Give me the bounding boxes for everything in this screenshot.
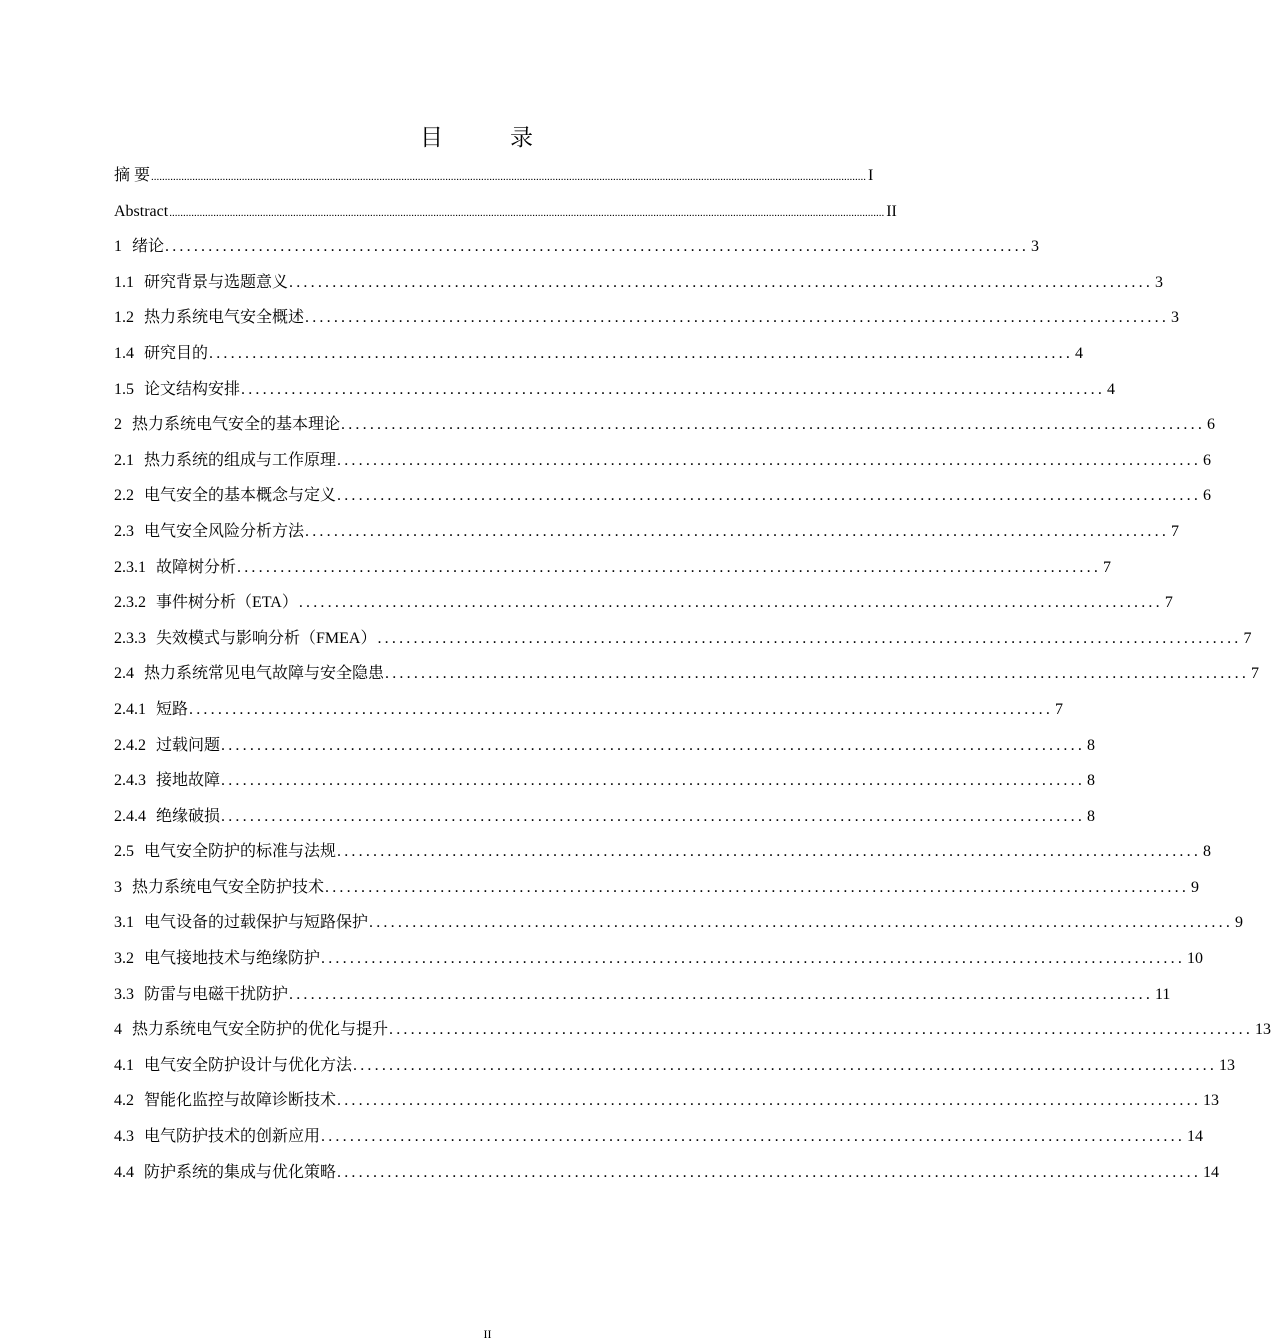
- toc-entry-label: 电气设备的过载保护与短路保护: [144, 914, 369, 932]
- toc-dot-leader: ........................................................................................................................: [337, 1163, 1202, 1181]
- toc-entry-page: 6: [1203, 451, 1212, 469]
- toc-entry[interactable]: [114, 300, 1180, 336]
- toc-entry[interactable]: [114, 407, 1216, 443]
- toc-entry-number: 4.1: [114, 1056, 134, 1074]
- toc-entry[interactable]: [114, 941, 1204, 977]
- toc-entry[interactable]: [114, 763, 1096, 799]
- toc-entry[interactable]: [114, 977, 1171, 1013]
- toc-entry-label: 热力系统电气安全防护的优化与提升: [132, 1021, 389, 1039]
- toc-entry-number: 4.4: [114, 1163, 134, 1181]
- toc-entry-label: 研究目的: [144, 344, 209, 362]
- toc-entry-label: 热力系统的组成与工作原理: [144, 451, 337, 469]
- toc-entry-number: 1: [114, 238, 122, 256]
- toc-entry[interactable]: [114, 834, 1212, 870]
- toc-entry-page: 7: [1243, 629, 1252, 647]
- toc-entry-label: 绝缘破损: [156, 807, 221, 825]
- toc-entry[interactable]: [114, 550, 1112, 586]
- toc-entry-label: 热力系统电气安全的基本理论: [132, 416, 341, 434]
- toc-entry-label: 电气安全防护设计与优化方法: [144, 1056, 353, 1074]
- toc-entry-number: 2.3.2: [114, 594, 146, 612]
- toc-entry-number: 4: [114, 1021, 122, 1039]
- toc-dot-leader: ........................................................................................................................: [209, 344, 1074, 362]
- toc-entry[interactable]: [114, 443, 1212, 479]
- toc-dot-leader: ....................................................................................................................................................................................................................................................................: [151, 171, 867, 183]
- toc-entry[interactable]: [114, 194, 897, 230]
- toc-entry-label: 电气安全的基本概念与定义: [144, 487, 337, 505]
- toc-dot-leader: ........................................................................................................................: [377, 629, 1242, 647]
- toc-list: [114, 158, 1271, 1190]
- toc-entry-label: 短路: [156, 700, 189, 718]
- toc-dot-leader: ........................................................................................................................: [321, 1128, 1186, 1146]
- toc-entry-label: 故障树分析: [156, 558, 237, 576]
- toc-dot-leader: ........................................................................................................................: [298, 594, 1163, 612]
- toc-entry-page: II: [886, 202, 897, 220]
- toc-entry[interactable]: [114, 1119, 1204, 1155]
- toc-entry-label: 绪论: [132, 238, 165, 256]
- toc-entry-number: 3.1: [114, 914, 134, 932]
- toc-entry[interactable]: [114, 478, 1212, 514]
- toc-entry-label: 电气安全风险分析方法: [144, 522, 305, 540]
- toc-entry-number: 4.2: [114, 1092, 134, 1110]
- toc-entry-page: 8: [1087, 807, 1096, 825]
- toc-entry-number: 2.4: [114, 665, 134, 683]
- toc-dot-leader: ........................................................................................................................: [385, 665, 1250, 683]
- toc-dot-leader: ........................................................................................................................: [221, 807, 1086, 825]
- toc-entry-page: 4: [1075, 344, 1084, 362]
- toc-entry-label: 电气防护技术的创新应用: [144, 1128, 321, 1146]
- toc-dot-leader: ........................................................................................................................: [389, 1021, 1254, 1039]
- toc-dot-leader: ........................................................................................................................: [289, 273, 1154, 291]
- toc-entry-number: 2.3.1: [114, 558, 146, 576]
- toc-entry-page: 8: [1087, 772, 1096, 790]
- toc-dot-leader: ........................................................................................................................: [305, 522, 1170, 540]
- toc-entry-page: 10: [1187, 950, 1204, 968]
- toc-entry-label: 电气安全防护的标准与法规: [144, 843, 337, 861]
- toc-entry-number: 2.4.1: [114, 700, 146, 718]
- toc-entry-number: 2.3: [114, 522, 134, 540]
- toc-entry-number: 1.5: [114, 380, 134, 398]
- toc-entry-page: 9: [1235, 914, 1244, 932]
- toc-entry[interactable]: [114, 1083, 1220, 1119]
- toc-entry[interactable]: [114, 692, 1064, 728]
- toc-entry[interactable]: [114, 1012, 1271, 1048]
- toc-entry-number: 2.4.2: [114, 736, 146, 754]
- toc-entry-page: 4: [1107, 380, 1116, 398]
- toc-entry[interactable]: [114, 870, 1200, 906]
- toc-entry-page: 6: [1207, 416, 1216, 434]
- toc-dot-leader: ........................................................................................................................: [321, 950, 1186, 968]
- toc-dot-leader: ........................................................................................................................: [189, 700, 1054, 718]
- toc-dot-leader: ........................................................................................................................: [165, 238, 1030, 256]
- toc-entry-label: 研究背景与选题意义: [144, 273, 289, 291]
- toc-dot-leader: ........................................................................................................................: [241, 380, 1106, 398]
- toc-entry-page: 7: [1164, 594, 1173, 612]
- toc-entry-label: 智能化监控与故障诊断技术: [144, 1092, 337, 1110]
- toc-entry-number: 2.1: [114, 451, 134, 469]
- toc-entry-number: 2.4.3: [114, 772, 146, 790]
- toc-dot-leader: ........................................................................................................................: [341, 416, 1206, 434]
- toc-entry-number: 2.5: [114, 843, 134, 861]
- toc-entry[interactable]: [114, 336, 1084, 372]
- toc-entry-page: 14: [1203, 1163, 1220, 1181]
- toc-entry-page: 13: [1255, 1021, 1271, 1039]
- toc-entry[interactable]: [114, 514, 1180, 550]
- toc-entry-page: 6: [1203, 487, 1212, 505]
- toc-entry-label: 防雷与电磁干扰防护: [144, 985, 289, 1003]
- toc-entry[interactable]: [114, 158, 874, 194]
- toc-entry-number: 3.2: [114, 950, 134, 968]
- toc-entry[interactable]: [114, 656, 1260, 692]
- toc-entry-number: 1.1: [114, 273, 134, 291]
- toc-entry[interactable]: [114, 372, 1116, 408]
- toc-entry-page: 7: [1251, 665, 1260, 683]
- toc-entry-label: 失效模式与影响分析（FMEA）: [156, 629, 377, 647]
- toc-entry[interactable]: [114, 1048, 1236, 1084]
- toc-dot-leader: ........................................................................................................................: [337, 487, 1202, 505]
- toc-entry[interactable]: [114, 229, 1040, 265]
- toc-entry-label: 热力系统电气安全防护技术: [132, 878, 325, 896]
- toc-dot-leader: ........................................................................................................................: [289, 985, 1154, 1003]
- toc-entry-page: 7: [1171, 522, 1180, 540]
- toc-entry-label: 摘 要: [114, 167, 151, 184]
- toc-entry-label: 电气接地技术与绝缘防护: [144, 950, 321, 968]
- toc-entry-page: 7: [1103, 558, 1112, 576]
- toc-entry-number: 1.2: [114, 309, 134, 327]
- toc-entry-page: 3: [1031, 238, 1040, 256]
- toc-entry-number: 2: [114, 416, 122, 434]
- toc-entry-page: 8: [1087, 736, 1096, 754]
- toc-entry-page: 3: [1171, 309, 1180, 327]
- toc-entry-number: 1.4: [114, 344, 134, 362]
- toc-entry-page: 3: [1155, 273, 1164, 291]
- toc-entry-label: 过载问题: [156, 736, 221, 754]
- toc-entry-number: 4.3: [114, 1128, 134, 1146]
- toc-entry[interactable]: [114, 621, 1252, 657]
- toc-dot-leader: ........................................................................................................................: [369, 914, 1234, 932]
- toc-entry-label: 论文结构安排: [144, 380, 241, 398]
- toc-dot-leader: ........................................................................................................................: [221, 772, 1086, 790]
- toc-dot-leader: ........................................................................................................................: [337, 1092, 1202, 1110]
- toc-entry[interactable]: [114, 728, 1096, 764]
- toc-dot-leader: ........................................................................................................................: [337, 451, 1202, 469]
- toc-entry-label: 防护系统的集成与优化策略: [144, 1163, 337, 1181]
- toc-entry-page: I: [868, 167, 874, 184]
- toc-entry-page: 11: [1155, 985, 1171, 1003]
- toc-dot-leader: ........................................................................................................................: [237, 558, 1102, 576]
- toc-entry[interactable]: [114, 265, 1164, 301]
- toc-dot-leader: ........................................................................................................................: [353, 1056, 1218, 1074]
- toc-entry-number: 2.4.4: [114, 807, 146, 825]
- toc-entry-number: 2.2: [114, 487, 134, 505]
- toc-entry-page: 13: [1219, 1056, 1236, 1074]
- toc-dot-leader: ........................................................................................................................: [325, 878, 1190, 896]
- toc-entry[interactable]: [114, 799, 1096, 835]
- toc-entry-label: 热力系统常见电气故障与安全隐患: [144, 665, 385, 683]
- toc-entry-number: 2.3.3: [114, 629, 146, 647]
- toc-entry[interactable]: [114, 1155, 1220, 1191]
- toc-entry-label: 事件树分析（ETA）: [156, 594, 298, 612]
- toc-entry-page: 8: [1203, 843, 1212, 861]
- footer-page-number: II: [483, 1327, 492, 1341]
- toc-dot-leader: ........................................................................................................................: [305, 309, 1170, 327]
- toc-title: 目 录: [420, 125, 555, 151]
- toc-entry-label: 接地故障: [156, 772, 221, 790]
- toc-dot-leader: ....................................................................................................................................................................................................................................................................: [169, 206, 885, 219]
- toc-entry[interactable]: [114, 905, 1244, 941]
- toc-entry-page: 7: [1055, 700, 1064, 718]
- toc-entry-page: 9: [1191, 878, 1200, 896]
- toc-entry-page: 13: [1203, 1092, 1220, 1110]
- toc-entry-label: Abstract: [114, 202, 169, 220]
- toc-entry-label: 热力系统电气安全概述: [144, 309, 305, 327]
- toc-dot-leader: ........................................................................................................................: [337, 843, 1202, 861]
- toc-dot-leader: ........................................................................................................................: [221, 736, 1086, 754]
- toc-entry-number: 3: [114, 878, 122, 896]
- toc-entry-page: 14: [1187, 1128, 1204, 1146]
- toc-entry-number: 3.3: [114, 985, 134, 1003]
- toc-entry[interactable]: [114, 585, 1173, 621]
